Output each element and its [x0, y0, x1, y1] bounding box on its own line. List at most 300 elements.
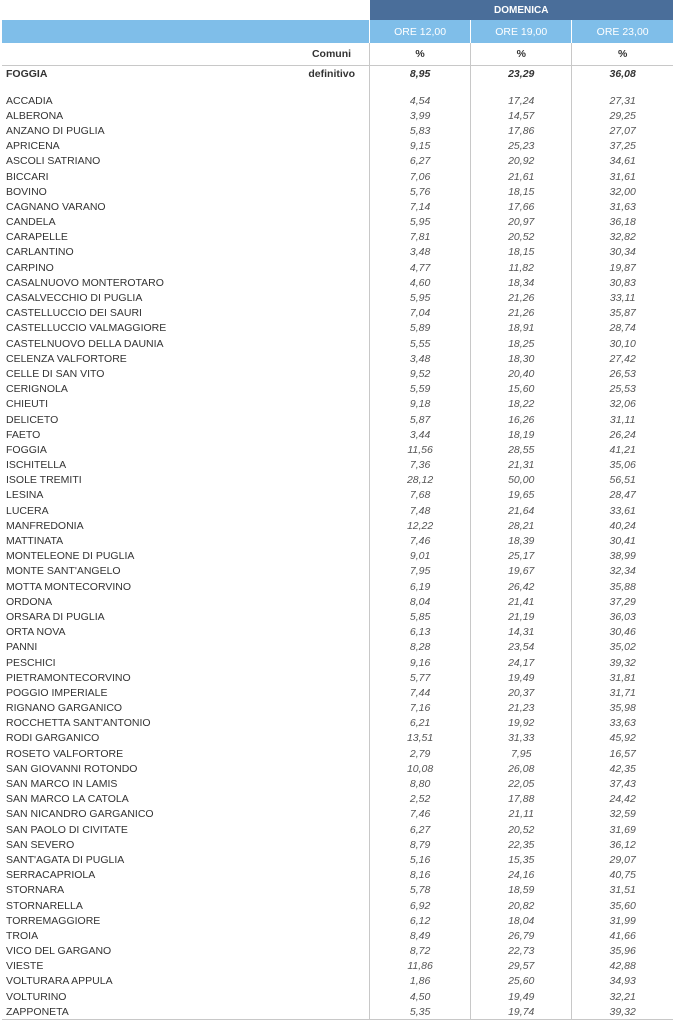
turnout-value-12: 6,19 [370, 579, 471, 594]
turnout-value-23: 31,71 [572, 685, 673, 700]
turnout-value-19: 18,19 [471, 427, 572, 442]
table-row [2, 518, 673, 533]
turnout-value-19: 21,61 [471, 169, 572, 184]
municipality-name: RIGNANO GARGANICO [6, 702, 123, 715]
turnout-value-23: 32,06 [572, 397, 673, 412]
table-row [2, 625, 673, 640]
empty-cell [272, 93, 369, 108]
table-row [2, 533, 673, 548]
turnout-value-23: 30,34 [572, 245, 673, 260]
turnout-value-23: 25,53 [572, 382, 673, 397]
turnout-value-12: 7,16 [370, 701, 471, 716]
empty-cell [272, 640, 369, 655]
turnout-value-19: 7,95 [471, 746, 572, 761]
turnout-value-23: 31,81 [572, 670, 673, 685]
status-label: definitivo [308, 67, 356, 80]
municipality-name: VOLTURARA APPULA [6, 975, 113, 988]
turnout-value-23: 35,06 [572, 458, 673, 473]
turnout-value-12: 5,76 [370, 184, 471, 199]
turnout-value-19: 29,57 [471, 959, 572, 974]
table-row [2, 184, 673, 199]
municipality-name: BICCARI [6, 170, 49, 183]
empty-cell [272, 761, 369, 776]
turnout-value-19: 18,15 [471, 245, 572, 260]
turnout-value-19: 18,04 [471, 913, 572, 928]
turnout-value-23: 32,21 [572, 989, 673, 1004]
empty-cell [272, 351, 369, 366]
municipality-name: ORSARA DI PUGLIA [6, 610, 105, 623]
turnout-value-12: 2,79 [370, 746, 471, 761]
table-row [2, 746, 673, 761]
turnout-value-12: 3,48 [370, 351, 471, 366]
turnout-value-23: 35,60 [572, 898, 673, 913]
turnout-value-19: 25,23 [471, 139, 572, 154]
turnout-value-12: 9,18 [370, 397, 471, 412]
table-row [2, 852, 673, 867]
turnout-value-19: 19,49 [471, 670, 572, 685]
empty-cell [272, 488, 369, 503]
turnout-value-23: 27,42 [572, 351, 673, 366]
municipality-name: ASCOLI SATRIANO [6, 155, 101, 168]
turnout-value-19: 11,82 [471, 260, 572, 275]
turnout-value-19: 18,91 [471, 321, 572, 336]
turnout-value-23: 35,87 [572, 306, 673, 321]
municipality-name: RODI GARGANICO [6, 732, 100, 745]
turnout-value-19: 19,92 [471, 716, 572, 731]
empty-cell [272, 989, 369, 1004]
empty-cell [272, 776, 369, 791]
time-header-12: ORE 12,00 [370, 20, 471, 43]
table-row [2, 898, 673, 913]
turnout-value-12: 9,16 [370, 655, 471, 670]
table-row [2, 108, 673, 123]
turnout-value-23: 35,88 [572, 579, 673, 594]
turnout-value-12: 7,48 [370, 503, 471, 518]
turnout-value-12: 6,27 [370, 822, 471, 837]
header-day-row [2, 0, 673, 20]
municipality-name: ROCCHETTA SANT'ANTONIO [6, 717, 151, 730]
turnout-value-23: 31,51 [572, 883, 673, 898]
summary-value-23: 36,08 [572, 66, 673, 82]
municipality-name: CELENZA VALFORTORE [6, 352, 127, 365]
municipality-name: SAN MARCO IN LAMIS [6, 778, 118, 791]
turnout-value-12: 7,36 [370, 458, 471, 473]
turnout-value-23: 37,29 [572, 594, 673, 609]
empty-cell [272, 336, 369, 351]
turnout-value-12: 3,44 [370, 427, 471, 442]
turnout-value-19: 22,35 [471, 837, 572, 852]
empty-cell [272, 123, 369, 138]
municipality-name: ISCHITELLA [6, 459, 67, 472]
municipality-name: SAN NICANDRO GARGANICO [6, 808, 154, 821]
empty-cell [272, 215, 369, 230]
turnout-value-12: 10,08 [370, 761, 471, 776]
municipality-name: STORNARA [6, 884, 65, 897]
municipality-name: ANZANO DI PUGLIA [6, 124, 105, 137]
table-row [2, 336, 673, 351]
turnout-value-19: 18,15 [471, 184, 572, 199]
turnout-value-23: 27,31 [572, 93, 673, 108]
turnout-value-19: 21,26 [471, 290, 572, 305]
turnout-value-12: 6,21 [370, 716, 471, 731]
turnout-value-12: 7,46 [370, 533, 471, 548]
table-row [2, 427, 673, 442]
table-row [2, 701, 673, 716]
table-row [2, 594, 673, 609]
table-row [2, 807, 673, 822]
turnout-value-19: 24,16 [471, 868, 572, 883]
empty-cell [272, 549, 369, 564]
table-row [2, 944, 673, 959]
turnout-value-19: 14,31 [471, 625, 572, 640]
table-row [2, 1004, 673, 1020]
turnout-value-19: 18,59 [471, 883, 572, 898]
municipality-name: VIESTE [6, 960, 44, 973]
turnout-value-12: 5,35 [370, 1004, 471, 1020]
turnout-value-23: 33,11 [572, 290, 673, 305]
turnout-value-23: 24,42 [572, 792, 673, 807]
turnout-value-23: 32,82 [572, 230, 673, 245]
municipality-name: ZAPPONETA [2, 1004, 272, 1020]
turnout-value-23: 34,61 [572, 154, 673, 169]
empty-cell [272, 306, 369, 321]
turnout-value-23: 35,98 [572, 701, 673, 716]
turnout-value-23: 42,35 [572, 761, 673, 776]
turnout-value-19: 14,57 [471, 108, 572, 123]
empty-cell [272, 139, 369, 154]
turnout-value-19: 21,26 [471, 306, 572, 321]
table-row [2, 822, 673, 837]
turnout-value-19: 16,26 [471, 412, 572, 427]
turnout-value-12: 6,92 [370, 898, 471, 913]
turnout-value-23: 37,25 [572, 139, 673, 154]
province-name: FOGGIA [6, 67, 48, 80]
empty-cell [272, 655, 369, 670]
turnout-value-23: 31,99 [572, 913, 673, 928]
turnout-value-12: 7,81 [370, 230, 471, 245]
municipality-name: APRICENA [6, 140, 60, 153]
empty-cell [272, 792, 369, 807]
empty-cell [272, 154, 369, 169]
municipality-name: TROIA [6, 929, 39, 942]
turnout-value-19: 19,67 [471, 564, 572, 579]
turnout-value-19: 26,42 [471, 579, 572, 594]
empty-cell [272, 625, 369, 640]
municipality-name: CARPINO [6, 261, 54, 274]
turnout-value-12: 28,12 [370, 473, 471, 488]
turnout-value-19: 19,74 [471, 1004, 572, 1020]
table-row [2, 974, 673, 989]
turnout-value-19: 15,60 [471, 382, 572, 397]
turnout-value-19: 26,08 [471, 761, 572, 776]
municipality-name: CASALNUOVO MONTEROTARO [6, 276, 164, 289]
turnout-value-12: 4,60 [370, 275, 471, 290]
table-row [2, 609, 673, 624]
turnout-value-23: 31,63 [572, 199, 673, 214]
empty-cell [272, 503, 369, 518]
table-row [2, 761, 673, 776]
table-row [2, 564, 673, 579]
turnout-value-12: 7,14 [370, 199, 471, 214]
empty-cell [272, 397, 369, 412]
empty-cell [272, 442, 369, 457]
time-header-23: ORE 23,00 [572, 20, 673, 43]
empty-cell [272, 458, 369, 473]
municipality-name: POGGIO IMPERIALE [6, 686, 108, 699]
turnout-value-12: 5,89 [370, 321, 471, 336]
turnout-value-12: 5,77 [370, 670, 471, 685]
turnout-value-23: 40,24 [572, 518, 673, 533]
municipality-name: MONTE SANT'ANGELO [6, 565, 121, 578]
turnout-value-19: 28,55 [471, 442, 572, 457]
turnout-value-12: 2,52 [370, 792, 471, 807]
turnout-value-23: 35,02 [572, 640, 673, 655]
turnout-value-23: 31,11 [572, 412, 673, 427]
municipality-name: SAN GIOVANNI ROTONDO [6, 762, 138, 775]
table-row [2, 230, 673, 245]
header-time-row [2, 20, 673, 43]
table-row [2, 123, 673, 138]
turnout-value-23: 38,99 [572, 549, 673, 564]
turnout-value-12: 11,56 [370, 442, 471, 457]
turnout-value-23: 31,69 [572, 822, 673, 837]
table-row [2, 837, 673, 852]
municipality-name: VOLTURINO [6, 990, 67, 1003]
turnout-value-12: 3,48 [370, 245, 471, 260]
turnout-value-12: 5,78 [370, 883, 471, 898]
turnout-value-19: 23,54 [471, 640, 572, 655]
table-row [2, 913, 673, 928]
turnout-value-12: 6,13 [370, 625, 471, 640]
empty-cell [272, 1004, 369, 1020]
empty-cell [272, 108, 369, 123]
summary-value-12: 8,95 [370, 66, 471, 82]
turnout-value-19: 20,52 [471, 822, 572, 837]
turnout-value-19: 21,31 [471, 458, 572, 473]
table-row [2, 260, 673, 275]
turnout-value-12: 5,95 [370, 215, 471, 230]
turnout-value-23: 45,92 [572, 731, 673, 746]
turnout-value-19: 20,97 [471, 215, 572, 230]
empty-cell [272, 822, 369, 837]
turnout-value-23: 33,63 [572, 716, 673, 731]
municipality-name: DELICETO [6, 413, 59, 426]
turnout-value-19: 22,05 [471, 776, 572, 791]
municipality-name: CELLE DI SAN VITO [6, 367, 105, 380]
turnout-value-23: 30,46 [572, 625, 673, 640]
turnout-value-23: 34,93 [572, 974, 673, 989]
table-row [2, 412, 673, 427]
empty-cell [272, 473, 369, 488]
empty-cell [272, 928, 369, 943]
municipality-name: CASALVECCHIO DI PUGLIA [6, 292, 143, 305]
table-row [2, 169, 673, 184]
turnout-value-12: 7,44 [370, 685, 471, 700]
pct-header: % [370, 43, 471, 66]
turnout-value-12: 8,16 [370, 868, 471, 883]
table-row [2, 245, 673, 260]
municipality-name: SANT'AGATA DI PUGLIA [6, 853, 125, 866]
empty-cell [272, 670, 369, 685]
table-row [2, 792, 673, 807]
municipality-name: ALBERONA [6, 109, 64, 122]
turnout-value-19: 21,41 [471, 594, 572, 609]
empty-cell [272, 837, 369, 852]
turnout-value-23: 41,21 [572, 442, 673, 457]
table-row [2, 928, 673, 943]
turnout-value-19: 50,00 [471, 473, 572, 488]
table-row [2, 366, 673, 381]
municipality-name: LUCERA [6, 504, 49, 517]
turnout-value-19: 22,73 [471, 944, 572, 959]
time-header-19: ORE 19,00 [471, 20, 572, 43]
municipality-name: FOGGIA [6, 443, 47, 456]
table-row [2, 458, 673, 473]
turnout-value-19: 24,17 [471, 655, 572, 670]
table-row [2, 716, 673, 731]
empty-cell [272, 701, 369, 716]
empty-cell [272, 275, 369, 290]
municipality-name: ISOLE TREMITI [6, 474, 82, 487]
table-row [2, 215, 673, 230]
table-row [2, 351, 673, 366]
table-row [2, 640, 673, 655]
turnout-value-23: 26,24 [572, 427, 673, 442]
empty-cell [272, 564, 369, 579]
turnout-value-23: 26,53 [572, 366, 673, 381]
table-row [2, 154, 673, 169]
municipality-name: CHIEUTI [6, 398, 48, 411]
empty-cell [272, 199, 369, 214]
turnout-value-23: 19,87 [572, 260, 673, 275]
table-row [2, 397, 673, 412]
empty-cell [272, 883, 369, 898]
table-row [2, 382, 673, 397]
municipality-name: MANFREDONIA [6, 519, 84, 532]
table-row [2, 989, 673, 1004]
municipality-name: ORTA NOVA [6, 626, 66, 639]
spacer-row [2, 81, 673, 93]
turnout-value-23: 35,96 [572, 944, 673, 959]
turnout-value-19: 17,24 [471, 93, 572, 108]
table-row [2, 473, 673, 488]
table-row [2, 442, 673, 457]
turnout-value-12: 4,77 [370, 260, 471, 275]
turnout-value-12: 7,04 [370, 306, 471, 321]
municipality-name: CAGNANO VARANO [6, 200, 106, 213]
empty-cell [272, 852, 369, 867]
municipality-name: CASTELLUCCIO VALMAGGIORE [6, 322, 167, 335]
turnout-value-19: 20,92 [471, 154, 572, 169]
empty-cell [272, 230, 369, 245]
turnout-value-12: 8,28 [370, 640, 471, 655]
municipality-name: VICO DEL GARGANO [6, 945, 112, 958]
turnout-value-23: 39,32 [572, 1004, 673, 1020]
turnout-value-23: 33,61 [572, 503, 673, 518]
table-row [2, 655, 673, 670]
empty-cell [272, 609, 369, 624]
table-row [2, 549, 673, 564]
turnout-value-12: 8,80 [370, 776, 471, 791]
municipality-name: MOTTA MONTECORVINO [6, 580, 132, 593]
comuni-header: Comuni [272, 43, 369, 66]
turnout-value-12: 4,50 [370, 989, 471, 1004]
table-row [2, 275, 673, 290]
turnout-value-12: 7,95 [370, 564, 471, 579]
turnout-value-23: 27,07 [572, 123, 673, 138]
empty-cell [272, 366, 369, 381]
municipality-name: CASTELNUOVO DELLA DAUNIA [6, 337, 164, 350]
municipality-name: CANDELA [6, 216, 56, 229]
turnout-value-12: 5,55 [370, 336, 471, 351]
empty-cell [272, 594, 369, 609]
turnout-value-19: 18,39 [471, 533, 572, 548]
turnout-value-19: 17,66 [471, 199, 572, 214]
turnout-value-19: 20,37 [471, 685, 572, 700]
empty-cell [272, 579, 369, 594]
turnout-value-19: 18,22 [471, 397, 572, 412]
municipality-name: FAETO [6, 428, 41, 441]
empty-cell [272, 913, 369, 928]
municipality-name: BOVINO [6, 185, 47, 198]
municipality-name: SERRACAPRIOLA [6, 869, 96, 882]
turnout-value-19: 21,11 [471, 807, 572, 822]
table-row [2, 776, 673, 791]
municipality-name: CARAPELLE [6, 231, 68, 244]
table-row [2, 670, 673, 685]
turnout-value-12: 8,04 [370, 594, 471, 609]
turnout-value-19: 25,60 [471, 974, 572, 989]
turnout-value-12: 8,72 [370, 944, 471, 959]
turnout-value-19: 17,88 [471, 792, 572, 807]
pct-header: % [572, 43, 673, 66]
empty-cell [272, 974, 369, 989]
empty-cell [272, 716, 369, 731]
turnout-value-23: 40,75 [572, 868, 673, 883]
empty-cell [272, 959, 369, 974]
turnout-value-23: 30,83 [572, 275, 673, 290]
table-row [2, 321, 673, 336]
table-row [2, 731, 673, 746]
day-header: DOMENICA [370, 0, 673, 20]
turnout-value-19: 18,25 [471, 336, 572, 351]
municipality-name: ACCADIA [6, 94, 53, 107]
turnout-value-23: 29,07 [572, 852, 673, 867]
turnout-value-19: 26,79 [471, 928, 572, 943]
empty-cell [272, 290, 369, 305]
empty-cell [272, 746, 369, 761]
municipality-name: CARLANTINO [6, 246, 74, 259]
empty-cell [272, 944, 369, 959]
municipality-name: SAN MARCO LA CATOLA [6, 793, 129, 806]
turnout-value-19: 15,35 [471, 852, 572, 867]
turnout-value-23: 32,00 [572, 184, 673, 199]
turnout-value-23: 41,66 [572, 928, 673, 943]
turnout-value-12: 7,68 [370, 488, 471, 503]
turnout-value-19: 17,86 [471, 123, 572, 138]
table-row [2, 290, 673, 305]
municipality-name: PIETRAMONTECORVINO [6, 671, 131, 684]
turnout-value-12: 5,85 [370, 609, 471, 624]
turnout-value-23: 32,59 [572, 807, 673, 822]
turnout-value-12: 3,99 [370, 108, 471, 123]
empty-cell [272, 245, 369, 260]
turnout-value-23: 28,74 [572, 321, 673, 336]
table-row [2, 93, 673, 108]
turnout-value-19: 31,33 [471, 731, 572, 746]
province-summary-row [2, 66, 673, 82]
turnout-value-23: 36,03 [572, 609, 673, 624]
